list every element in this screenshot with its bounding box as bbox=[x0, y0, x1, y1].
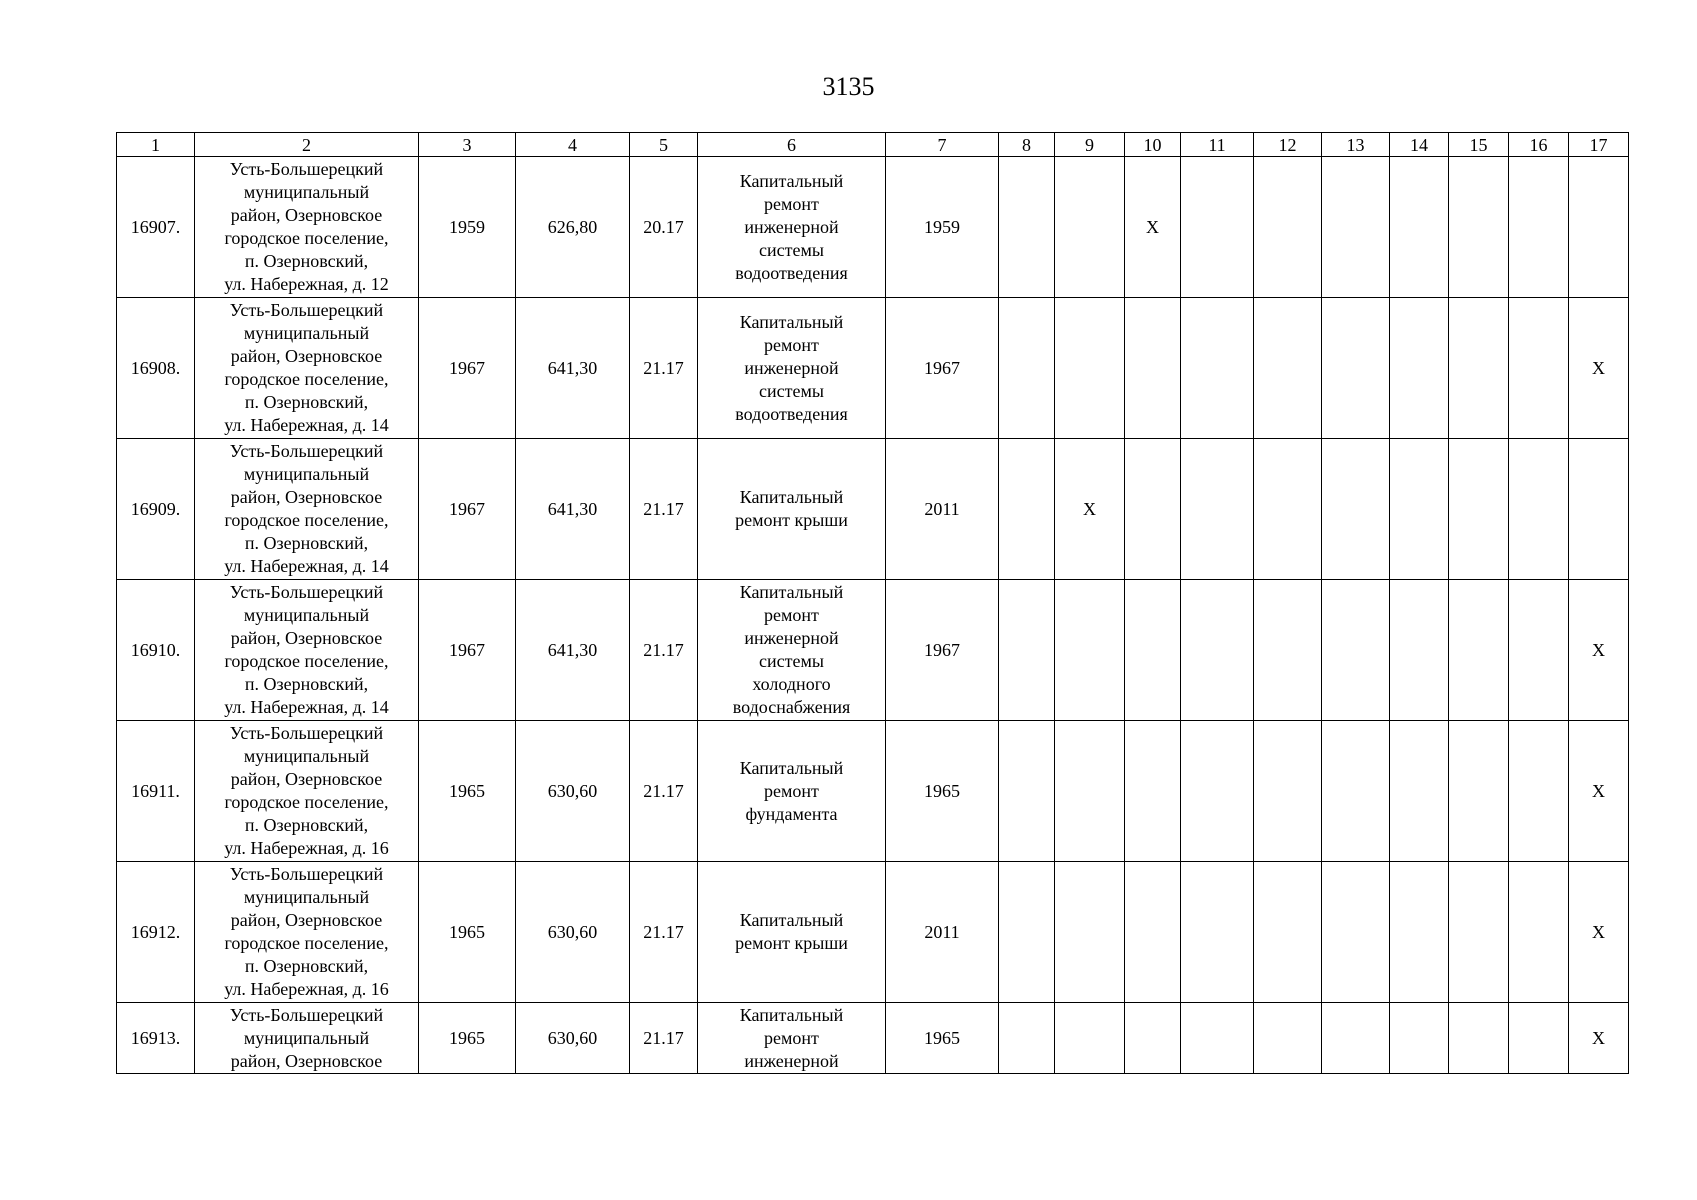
year-built-cell: 1965 bbox=[419, 721, 516, 862]
column-header-4: 4 bbox=[516, 133, 630, 157]
mark-cell-col-10: X bbox=[1125, 157, 1181, 298]
mark-cell-col-8 bbox=[999, 157, 1055, 298]
mark-cell-col-13 bbox=[1322, 580, 1390, 721]
mark-cell-col-17: X bbox=[1569, 580, 1629, 721]
last-repair-year-cell: 1967 bbox=[886, 298, 999, 439]
header-row bbox=[117, 133, 1629, 157]
mark-cell-col-8 bbox=[999, 580, 1055, 721]
mark-cell-col-16 bbox=[1509, 439, 1569, 580]
address-cell: Усть-Большерецкий муниципальный район, Озерновское городское поселение, п. Озерновский, ул. Набережная, д. 14 bbox=[195, 439, 419, 580]
mark-cell-col-12 bbox=[1254, 721, 1322, 862]
code-cell: 21.17 bbox=[630, 1003, 698, 1074]
mark-cell-col-11 bbox=[1181, 721, 1254, 862]
mark-cell-col-14 bbox=[1390, 862, 1449, 1003]
table-row bbox=[117, 439, 1629, 580]
mark-cell-col-13 bbox=[1322, 862, 1390, 1003]
column-header-2: 2 bbox=[195, 133, 419, 157]
row-number-cell: 16910. bbox=[117, 580, 195, 721]
address-cell: Усть-Большерецкий муниципальный район, Озерновское городское поселение, п. Озерновский, ул. Набережная, д. 16 bbox=[195, 862, 419, 1003]
mark-cell-col-16 bbox=[1509, 1003, 1569, 1074]
mark-cell-col-8 bbox=[999, 1003, 1055, 1074]
mark-cell-col-12 bbox=[1254, 580, 1322, 721]
last-repair-year-cell: 1967 bbox=[886, 580, 999, 721]
last-repair-year-cell: 2011 bbox=[886, 862, 999, 1003]
last-repair-year-cell: 1959 bbox=[886, 157, 999, 298]
table-body bbox=[117, 157, 1629, 1074]
mark-cell-col-9 bbox=[1055, 157, 1125, 298]
mark-cell-col-10 bbox=[1125, 298, 1181, 439]
mark-cell-col-9 bbox=[1055, 298, 1125, 439]
mark-cell-col-16 bbox=[1509, 721, 1569, 862]
code-cell: 21.17 bbox=[630, 298, 698, 439]
area-cell: 641,30 bbox=[516, 298, 630, 439]
table-row bbox=[117, 298, 1629, 439]
year-built-cell: 1967 bbox=[419, 298, 516, 439]
work-type-cell: Капитальный ремонт крыши bbox=[698, 862, 886, 1003]
mark-cell-col-12 bbox=[1254, 862, 1322, 1003]
table-header bbox=[117, 133, 1629, 157]
address-cell: Усть-Большерецкий муниципальный район, Озерновское городское поселение, п. Озерновский, ул. Набережная, д. 12 bbox=[195, 157, 419, 298]
address-cell: Усть-Большерецкий муниципальный район, Озерновское городское поселение, п. Озерновский, ул. Набережная, д. 16 bbox=[195, 721, 419, 862]
mark-cell-col-15 bbox=[1449, 298, 1509, 439]
row-number-cell: 16912. bbox=[117, 862, 195, 1003]
mark-cell-col-16 bbox=[1509, 862, 1569, 1003]
mark-cell-col-15 bbox=[1449, 580, 1509, 721]
mark-cell-col-17: X bbox=[1569, 721, 1629, 862]
mark-cell-col-15 bbox=[1449, 1003, 1509, 1074]
area-cell: 641,30 bbox=[516, 580, 630, 721]
column-header-1: 1 bbox=[117, 133, 195, 157]
year-built-cell: 1967 bbox=[419, 580, 516, 721]
table-row bbox=[117, 580, 1629, 721]
column-header-15: 15 bbox=[1449, 133, 1509, 157]
mark-cell-col-14 bbox=[1390, 439, 1449, 580]
last-repair-year-cell: 1965 bbox=[886, 721, 999, 862]
mark-cell-col-17 bbox=[1569, 439, 1629, 580]
year-built-cell: 1967 bbox=[419, 439, 516, 580]
repair-schedule-table bbox=[116, 132, 1629, 1074]
code-cell: 21.17 bbox=[630, 721, 698, 862]
column-header-13: 13 bbox=[1322, 133, 1390, 157]
area-cell: 641,30 bbox=[516, 439, 630, 580]
mark-cell-col-8 bbox=[999, 721, 1055, 862]
year-built-cell: 1965 bbox=[419, 862, 516, 1003]
mark-cell-col-9: X bbox=[1055, 439, 1125, 580]
column-header-16: 16 bbox=[1509, 133, 1569, 157]
column-header-6: 6 bbox=[698, 133, 886, 157]
mark-cell-col-8 bbox=[999, 439, 1055, 580]
work-type-cell: Капитальный ремонт фундамента bbox=[698, 721, 886, 862]
mark-cell-col-12 bbox=[1254, 1003, 1322, 1074]
column-header-5: 5 bbox=[630, 133, 698, 157]
mark-cell-col-14 bbox=[1390, 1003, 1449, 1074]
mark-cell-col-14 bbox=[1390, 721, 1449, 862]
address-cell: Усть-Большерецкий муниципальный район, Озерновское городское поселение, п. Озерновский, ул. Набережная, д. 14 bbox=[195, 298, 419, 439]
mark-cell-col-13 bbox=[1322, 1003, 1390, 1074]
area-cell: 630,60 bbox=[516, 721, 630, 862]
last-repair-year-cell: 1965 bbox=[886, 1003, 999, 1074]
column-header-10: 10 bbox=[1125, 133, 1181, 157]
column-header-3: 3 bbox=[419, 133, 516, 157]
mark-cell-col-10 bbox=[1125, 439, 1181, 580]
mark-cell-col-12 bbox=[1254, 439, 1322, 580]
work-type-cell: Капитальный ремонт инженерной системы водоотведения bbox=[698, 298, 886, 439]
address-cell: Усть-Большерецкий муниципальный район, Озерновское городское поселение, п. Озерновский, ул. Набережная, д. 14 bbox=[195, 580, 419, 721]
mark-cell-col-14 bbox=[1390, 157, 1449, 298]
mark-cell-col-16 bbox=[1509, 580, 1569, 721]
mark-cell-col-16 bbox=[1509, 298, 1569, 439]
mark-cell-col-11 bbox=[1181, 157, 1254, 298]
mark-cell-col-17 bbox=[1569, 157, 1629, 298]
mark-cell-col-10 bbox=[1125, 862, 1181, 1003]
code-cell: 20.17 bbox=[630, 157, 698, 298]
mark-cell-col-8 bbox=[999, 862, 1055, 1003]
mark-cell-col-15 bbox=[1449, 439, 1509, 580]
year-built-cell: 1965 bbox=[419, 1003, 516, 1074]
mark-cell-col-9 bbox=[1055, 1003, 1125, 1074]
mark-cell-col-11 bbox=[1181, 580, 1254, 721]
column-header-14: 14 bbox=[1390, 133, 1449, 157]
column-header-17: 17 bbox=[1569, 133, 1629, 157]
row-number-cell: 16911. bbox=[117, 721, 195, 862]
mark-cell-col-15 bbox=[1449, 157, 1509, 298]
mark-cell-col-13 bbox=[1322, 439, 1390, 580]
mark-cell-col-14 bbox=[1390, 580, 1449, 721]
mark-cell-col-9 bbox=[1055, 580, 1125, 721]
mark-cell-col-11 bbox=[1181, 439, 1254, 580]
code-cell: 21.17 bbox=[630, 439, 698, 580]
mark-cell-col-17: X bbox=[1569, 1003, 1629, 1074]
mark-cell-col-15 bbox=[1449, 862, 1509, 1003]
table-row bbox=[117, 1003, 1629, 1074]
mark-cell-col-9 bbox=[1055, 862, 1125, 1003]
row-number-cell: 16908. bbox=[117, 298, 195, 439]
mark-cell-col-12 bbox=[1254, 298, 1322, 439]
table-row bbox=[117, 862, 1629, 1003]
work-type-cell: Капитальный ремонт инженерной системы холодного водоснабжения bbox=[698, 580, 886, 721]
area-cell: 630,60 bbox=[516, 1003, 630, 1074]
row-number-cell: 16907. bbox=[117, 157, 195, 298]
column-header-11: 11 bbox=[1181, 133, 1254, 157]
mark-cell-col-13 bbox=[1322, 157, 1390, 298]
year-built-cell: 1959 bbox=[419, 157, 516, 298]
last-repair-year-cell: 2011 bbox=[886, 439, 999, 580]
column-header-12: 12 bbox=[1254, 133, 1322, 157]
mark-cell-col-10 bbox=[1125, 721, 1181, 862]
mark-cell-col-11 bbox=[1181, 298, 1254, 439]
address-cell: Усть-Большерецкий муниципальный район, Озерновское bbox=[195, 1003, 419, 1074]
mark-cell-col-14 bbox=[1390, 298, 1449, 439]
code-cell: 21.17 bbox=[630, 862, 698, 1003]
mark-cell-col-16 bbox=[1509, 157, 1569, 298]
column-header-9: 9 bbox=[1055, 133, 1125, 157]
column-header-7: 7 bbox=[886, 133, 999, 157]
mark-cell-col-13 bbox=[1322, 721, 1390, 862]
mark-cell-col-17: X bbox=[1569, 862, 1629, 1003]
work-type-cell: Капитальный ремонт крыши bbox=[698, 439, 886, 580]
column-header-8: 8 bbox=[999, 133, 1055, 157]
page-number: 3135 bbox=[822, 72, 875, 101]
work-type-cell: Капитальный ремонт инженерной bbox=[698, 1003, 886, 1074]
table-row bbox=[117, 157, 1629, 298]
mark-cell-col-11 bbox=[1181, 1003, 1254, 1074]
mark-cell-col-10 bbox=[1125, 580, 1181, 721]
area-cell: 626,80 bbox=[516, 157, 630, 298]
mark-cell-col-17: X bbox=[1569, 298, 1629, 439]
work-type-cell: Капитальный ремонт инженерной системы водоотведения bbox=[698, 157, 886, 298]
row-number-cell: 16909. bbox=[117, 439, 195, 580]
code-cell: 21.17 bbox=[630, 580, 698, 721]
area-cell: 630,60 bbox=[516, 862, 630, 1003]
mark-cell-col-10 bbox=[1125, 1003, 1181, 1074]
mark-cell-col-9 bbox=[1055, 721, 1125, 862]
mark-cell-col-8 bbox=[999, 298, 1055, 439]
mark-cell-col-11 bbox=[1181, 862, 1254, 1003]
mark-cell-col-12 bbox=[1254, 157, 1322, 298]
row-number-cell: 16913. bbox=[117, 1003, 195, 1074]
table-row bbox=[117, 721, 1629, 862]
mark-cell-col-15 bbox=[1449, 721, 1509, 862]
mark-cell-col-13 bbox=[1322, 298, 1390, 439]
